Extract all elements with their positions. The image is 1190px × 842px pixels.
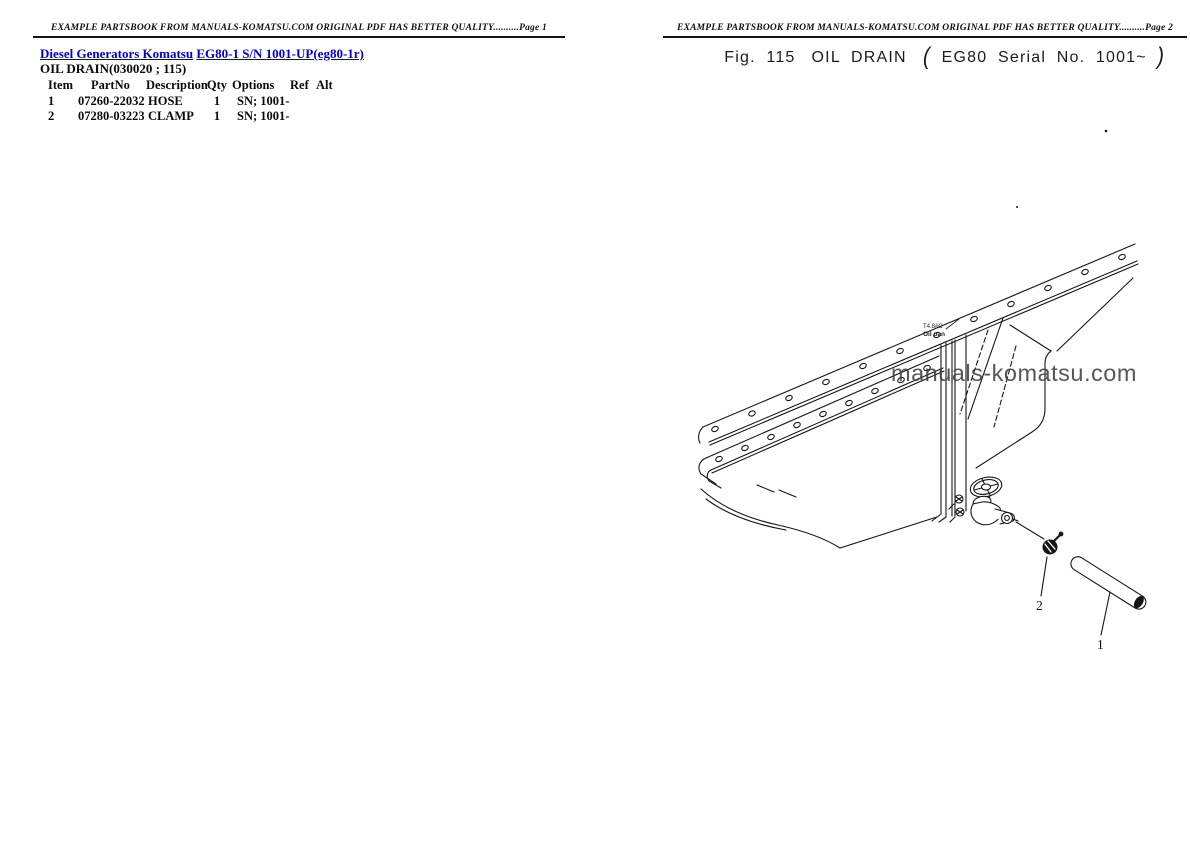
figure-serial: EG80 Serial No. 1001~ <box>941 49 1147 66</box>
figure-title <box>680 44 1190 68</box>
breadcrumb <box>40 46 364 62</box>
oil-pan-note-line2: Oil pan <box>923 331 946 338</box>
page1-header: EXAMPLE PARTSBOOK FROM MANUALS-KOMATSU.COM ORIGINAL PDF HAS BETTER QUALITY..........Page 1 <box>51 23 547 33</box>
leader-line-callout-2 <box>1041 557 1047 596</box>
cell-description: HOSE <box>148 93 183 108</box>
cell-options: SN; 1001- <box>237 93 290 108</box>
cell-ref <box>288 94 314 110</box>
cell-alt <box>314 94 334 110</box>
cell-part-number: 07260-22032 <box>78 93 145 108</box>
figure-number: Fig. 115 <box>724 49 796 66</box>
oil-pan-far-flange <box>699 244 1138 445</box>
bracket-bolts <box>949 495 964 522</box>
leader-line <box>1016 522 1044 539</box>
cell-qty: 1 <box>213 109 221 123</box>
col-header-options: Options <box>232 78 275 92</box>
cell-item: 1 <box>48 93 55 108</box>
cell-part-number: 07280-03223 <box>78 109 145 123</box>
table-row <box>48 94 334 110</box>
page1-header-rule <box>33 36 565 38</box>
leader-line-callout-1 <box>1101 592 1110 635</box>
oil-drain-diagram <box>690 110 1170 670</box>
callout-1-label: 1 <box>1097 637 1104 652</box>
cell-item: 2 <box>48 109 55 123</box>
parts-table <box>48 78 334 125</box>
page2-header: EXAMPLE PARTSBOOK FROM MANUALS-KOMATSU.COM ORIGINAL PDF HAS BETTER QUALITY..........Page 2 <box>677 23 1173 33</box>
cell-options: SN; 1001- <box>237 109 290 123</box>
cell-ref <box>288 109 314 125</box>
cell-description: CLAMP <box>148 109 194 123</box>
oil-pan-note <box>923 319 959 338</box>
watermark-text: manuals-komatsu.com <box>891 360 1137 386</box>
figure-name: OIL DRAIN <box>811 49 907 66</box>
link-diesel-generators-komatsu[interactable]: Diesel Generators Komatsu <box>40 46 194 61</box>
oil-pan-note-line1: T4.8#C <box>923 324 943 330</box>
col-header-description: Description <box>146 78 208 92</box>
col-header-ref: Ref <box>290 78 309 92</box>
col-header-qty: Qty <box>206 78 228 92</box>
col-header-alt: Alt <box>316 78 333 92</box>
section-title: OIL DRAIN(030020 ; 115) <box>40 61 187 76</box>
oil-pan-bottom-outline <box>701 485 937 548</box>
link-model-serial[interactable]: EG80-1 S/N 1001-UP(eg80-1r) <box>196 46 364 61</box>
col-header-partno: PartNo <box>91 78 130 92</box>
cell-alt <box>314 109 334 125</box>
page2-header-rule <box>663 36 1187 38</box>
col-header-item: Item <box>48 78 73 92</box>
cell-qty: 1 <box>213 93 221 108</box>
table-row <box>48 109 334 125</box>
figure-paren-open: ( <box>920 43 934 70</box>
clamp-part <box>1043 532 1064 555</box>
callout-2-label: 2 <box>1036 598 1043 613</box>
parts-table-header-row <box>48 78 334 94</box>
scan-speck <box>1016 206 1018 208</box>
scan-speck <box>1105 130 1108 133</box>
hose-part <box>1068 554 1148 612</box>
drain-valve <box>968 474 1018 525</box>
figure-paren-close: ) <box>1155 43 1168 70</box>
